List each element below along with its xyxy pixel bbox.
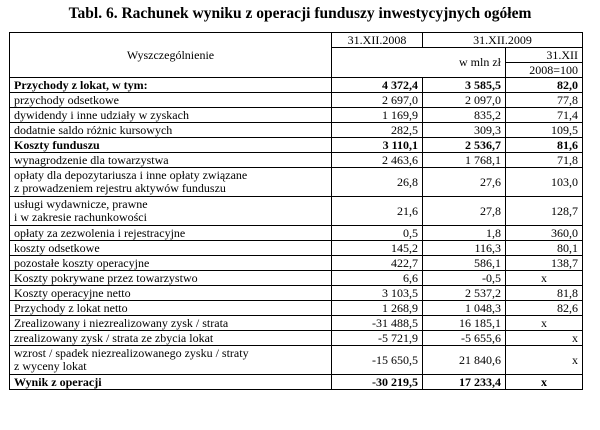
value-index: 82,0 (506, 78, 583, 93)
table-row (10, 241, 583, 256)
value-2008: 2 463,6 (332, 153, 423, 168)
value-2009: 1 048,3 (423, 301, 506, 316)
table-row (10, 153, 583, 168)
row-label-line: i w zakresie rachunkowości (14, 210, 147, 224)
value-index: 81,8 (506, 286, 583, 301)
value-2009: 16 185,1 (423, 316, 506, 331)
row-label: zrealizowany zysk / strata ze zbycia lokat (10, 331, 332, 346)
value-2008: 0,5 (332, 226, 423, 241)
value-2009: 27,8 (423, 197, 506, 226)
row-label-line: usługi wydawnicze, prawne (14, 197, 148, 211)
row-label: Przychody z lokat netto (10, 301, 332, 316)
row-label: opłaty za zezwolenia i rejestracyjne (10, 226, 332, 241)
value-index: 360,0 (506, 226, 583, 241)
value-2009: 27,6 (423, 168, 506, 197)
row-label-line: opłaty dla depozytariusza i inne opłaty związane (14, 168, 248, 182)
header-pct-line1: 31.XII (506, 48, 583, 63)
value-index: 71,8 (506, 153, 583, 168)
row-label: Koszty funduszu (10, 138, 332, 153)
table-row (10, 375, 583, 390)
row-label: dodatnie saldo różnic kursowych (10, 123, 332, 138)
value-2008: -15 650,5 (332, 346, 423, 375)
value-2009: 21 840,6 (423, 346, 506, 375)
value-index: x (506, 346, 583, 375)
header-row-label: Wyszczególnienie (10, 33, 332, 78)
value-2009: 116,3 (423, 241, 506, 256)
table-row (10, 168, 583, 197)
value-2008: 1 268,9 (332, 301, 423, 316)
value-2009: 3 585,5 (423, 78, 506, 93)
value-2008: 145,2 (332, 241, 423, 256)
value-2009: 2 097,0 (423, 93, 506, 108)
table-row (10, 331, 583, 346)
value-2008: 282,5 (332, 123, 423, 138)
header-unit: w mln zł (332, 48, 506, 78)
value-index: 128,7 (506, 197, 583, 226)
table-row (10, 138, 583, 153)
header-col2-date: 31.XII.2009 (423, 33, 583, 48)
row-label: Przychody z lokat, w tym: (10, 78, 332, 93)
value-2008: 26,8 (332, 168, 423, 197)
table-row (10, 346, 583, 375)
table-row (10, 226, 583, 241)
value-index: 82,6 (506, 301, 583, 316)
table-row (10, 286, 583, 301)
table-title: Tabl. 6. Rachunek wyniku z operacji funduszy inwestycyjnych ogółem (68, 5, 532, 22)
income-statement-table (9, 32, 583, 390)
header-col1-date: 31.XII.2008 (332, 33, 423, 48)
row-label: Koszty pokrywane przez towarzystwo (10, 271, 332, 286)
row-label-line: wzrost / spadek niezrealizowanego zysku / straty (14, 346, 249, 360)
value-2009: 2 537,2 (423, 286, 506, 301)
value-2008: -30 219,5 (332, 375, 423, 390)
table-row (10, 78, 583, 93)
table-row (10, 316, 583, 331)
value-2008: 3 103,5 (332, 286, 423, 301)
value-index: 109,5 (506, 123, 583, 138)
table-row (10, 93, 583, 108)
value-index: 80,1 (506, 241, 583, 256)
value-2009: 309,3 (423, 123, 506, 138)
value-index: 71,4 (506, 108, 583, 123)
header-pct-line2: 2008=100 (506, 63, 583, 78)
value-index: x (506, 271, 583, 286)
value-2009: 1 768,1 (423, 153, 506, 168)
value-2008: 6,6 (332, 271, 423, 286)
value-2009: 1,8 (423, 226, 506, 241)
value-2009: 17 233,4 (423, 375, 506, 390)
value-2009: -0,5 (423, 271, 506, 286)
row-label: dywidendy i inne udziały w zyskach (10, 108, 332, 123)
value-2008: -5 721,9 (332, 331, 423, 346)
row-label-line: z wyceny lokat (14, 359, 87, 373)
value-2008: 1 169,9 (332, 108, 423, 123)
row-label: Zrealizowany i niezrealizowany zysk / strata (10, 316, 332, 331)
value-index: 138,7 (506, 256, 583, 271)
value-2009: -5 655,6 (423, 331, 506, 346)
value-index: x (506, 316, 583, 331)
row-label (10, 168, 332, 197)
table-row (10, 256, 583, 271)
table-row (10, 197, 583, 226)
row-label: pozostałe koszty operacyjne (10, 256, 332, 271)
value-2009: 586,1 (423, 256, 506, 271)
value-index: x (506, 375, 583, 390)
value-2008: -31 488,5 (332, 316, 423, 331)
value-index: x (506, 331, 583, 346)
row-label: koszty odsetkowe (10, 241, 332, 256)
value-2008: 4 372,4 (332, 78, 423, 93)
table-row (10, 108, 583, 123)
value-2008: 3 110,1 (332, 138, 423, 153)
value-index: 77,8 (506, 93, 583, 108)
value-index: 103,0 (506, 168, 583, 197)
row-label: Wynik z operacji (10, 375, 332, 390)
value-2009: 2 536,7 (423, 138, 506, 153)
row-label: wynagrodzenie dla towarzystwa (10, 153, 332, 168)
row-label (10, 197, 332, 226)
table-row (10, 123, 583, 138)
table-row (10, 301, 583, 316)
value-2009: 835,2 (423, 108, 506, 123)
value-2008: 422,7 (332, 256, 423, 271)
value-index: 81,6 (506, 138, 583, 153)
value-2008: 21,6 (332, 197, 423, 226)
row-label-line: z prowadzeniem rejestru aktywów funduszu (14, 181, 226, 195)
table-row (10, 271, 583, 286)
row-label (10, 346, 332, 375)
row-label: przychody odsetkowe (10, 93, 332, 108)
value-2008: 2 697,0 (332, 93, 423, 108)
row-label: Koszty operacyjne netto (10, 286, 332, 301)
